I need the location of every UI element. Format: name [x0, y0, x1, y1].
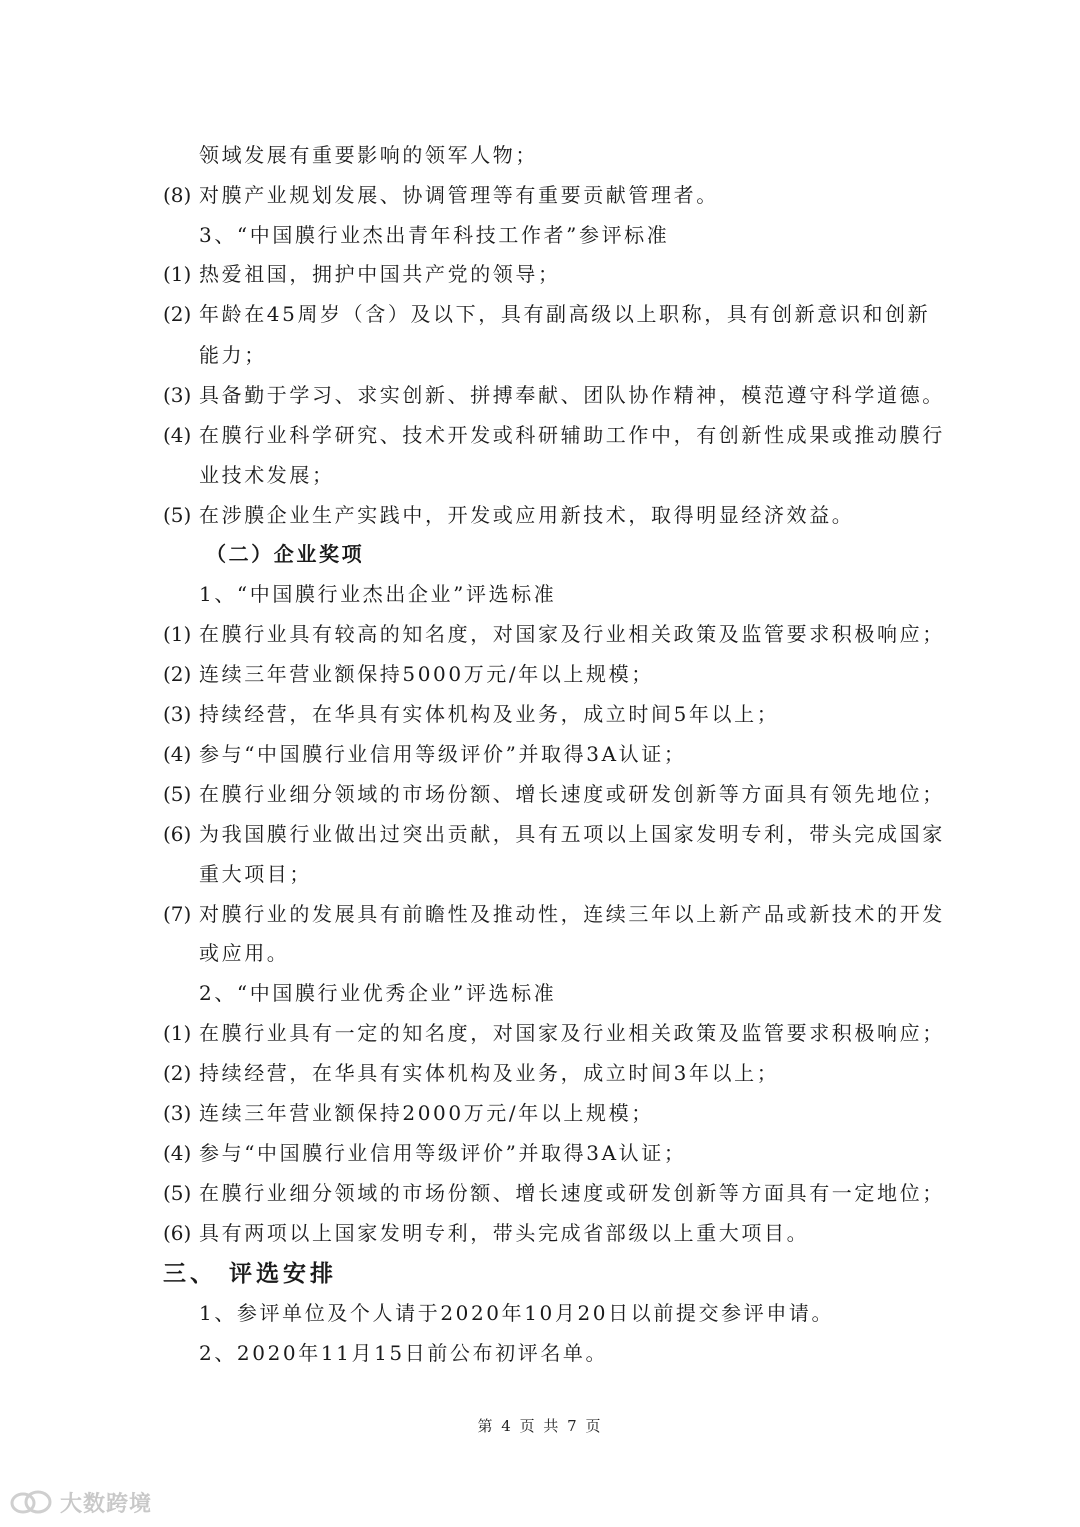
- list-item: [163, 899, 945, 929]
- list-index: (3): [163, 702, 192, 726]
- page-number-footer: 第 4 页 共 7 页: [477, 1417, 603, 1435]
- list-text: 在膜行业科学研究、技术开发或科研辅助工作中，有创新性成果或推动膜行: [199, 423, 945, 447]
- list-item: [163, 500, 854, 530]
- list-text: 热爱祖国，拥护中国共产党的领导；: [199, 262, 561, 286]
- subsection-heading: 3、“中国膜行业杰出青年科技工作者”参评标准: [199, 223, 670, 247]
- paragraph-line: 1、参评单位及个人请于2020年10月20日以前提交参评申请。: [199, 1301, 835, 1325]
- list-index: (5): [163, 782, 192, 806]
- list-index: (6): [163, 1221, 192, 1245]
- list-item: [163, 619, 945, 649]
- list-index: (4): [163, 423, 192, 447]
- list-item: [163, 659, 654, 689]
- list-text: 持续经营，在华具有实体机构及业务，成立时间5年以上；: [199, 702, 780, 726]
- list-item: [163, 819, 945, 849]
- subsection-heading: 2、“中国膜行业优秀企业”评选标准: [199, 981, 557, 1005]
- list-item: [163, 299, 930, 329]
- list-text: 对膜行业的发展具有前瞻性及推动性，连续三年以上新产品或新技术的开发: [199, 902, 945, 926]
- list-index: (1): [163, 1021, 192, 1045]
- list-text: 在涉膜企业生产实践中，开发或应用新技术，取得明显经济效益。: [199, 503, 855, 527]
- list-item: [163, 420, 945, 450]
- list-text: 为我国膜行业做出过突出贡献，具有五项以上国家发明专利，带头完成国家: [199, 822, 945, 846]
- subsection-heading: 1、“中国膜行业杰出企业”评选标准: [199, 582, 557, 606]
- list-index: (1): [163, 262, 192, 286]
- list-item: [163, 779, 945, 809]
- watermark: [8, 1487, 152, 1517]
- list-text: 具有两项以上国家发明专利，带头完成省部级以上重大项目。: [199, 1221, 810, 1245]
- list-item: [163, 1058, 779, 1088]
- paragraph-line: 2、2020年11月15日前公布初评名单。: [199, 1341, 609, 1365]
- list-item: [163, 259, 561, 289]
- section-heading: 三、 评选安排: [163, 1260, 338, 1287]
- list-index: (7): [163, 902, 192, 926]
- list-item: [163, 180, 719, 210]
- list-index: (3): [163, 1101, 192, 1125]
- list-text: 参与“中国膜行业信用等级评价”并取得3A认证；: [199, 1141, 687, 1165]
- list-item: [163, 699, 779, 729]
- section-heading: （二）企业奖项: [206, 542, 365, 566]
- list-index: (5): [163, 503, 192, 527]
- paragraph-line: 能力；: [199, 343, 267, 367]
- list-text: 参与“中国膜行业信用等级评价”并取得3A认证；: [199, 742, 687, 766]
- list-text: 持续经营，在华具有实体机构及业务，成立时间3年以上；: [199, 1061, 780, 1085]
- paragraph-line: 业技术发展；: [199, 463, 335, 487]
- list-index: (4): [163, 1141, 192, 1165]
- list-item: [163, 1218, 809, 1248]
- list-text: 年龄在45周岁（含）及以下，具有副高级以上职称，具有创新意识和创新: [199, 302, 931, 326]
- list-index: (6): [163, 822, 192, 846]
- paragraph-line: 或应用。: [199, 941, 290, 965]
- list-item: [163, 380, 945, 410]
- list-index: (2): [163, 662, 192, 686]
- list-text: 在膜行业具有较高的知名度，对国家及行业相关政策及监管要求积极响应；: [199, 622, 945, 646]
- list-index: (8): [163, 183, 192, 207]
- cloud-logo-icon: [8, 1489, 54, 1515]
- paragraph-line: 重大项目；: [199, 862, 312, 886]
- list-text: 连续三年营业额保持2000万元/年以上规模；: [199, 1101, 654, 1125]
- watermark-text: 大数跨境: [60, 1491, 153, 1517]
- list-item: [163, 739, 686, 769]
- list-index: (5): [163, 1181, 192, 1205]
- list-index: (2): [163, 1061, 192, 1085]
- list-index: (1): [163, 622, 192, 646]
- list-text: 具备勤于学习、求实创新、拼搏奉献、团队协作精神，模范遵守科学道德。: [199, 383, 945, 407]
- paragraph-line: 领域发展有重要影响的领军人物；: [199, 143, 538, 167]
- list-item: [163, 1098, 654, 1128]
- list-index: (3): [163, 383, 192, 407]
- list-index: (2): [163, 302, 192, 326]
- list-item: [163, 1178, 945, 1208]
- list-text: 在膜行业细分领域的市场份额、增长速度或研发创新等方面具有领先地位；: [199, 782, 945, 806]
- list-index: (4): [163, 742, 192, 766]
- list-text: 在膜行业细分领域的市场份额、增长速度或研发创新等方面具有一定地位；: [199, 1181, 945, 1205]
- list-text: 对膜产业规划发展、协调管理等有重要贡献管理者。: [199, 183, 719, 207]
- list-item: [163, 1018, 945, 1048]
- list-text: 在膜行业具有一定的知名度，对国家及行业相关政策及监管要求积极响应；: [199, 1021, 945, 1045]
- list-item: [163, 1138, 686, 1168]
- list-text: 连续三年营业额保持5000万元/年以上规模；: [199, 662, 654, 686]
